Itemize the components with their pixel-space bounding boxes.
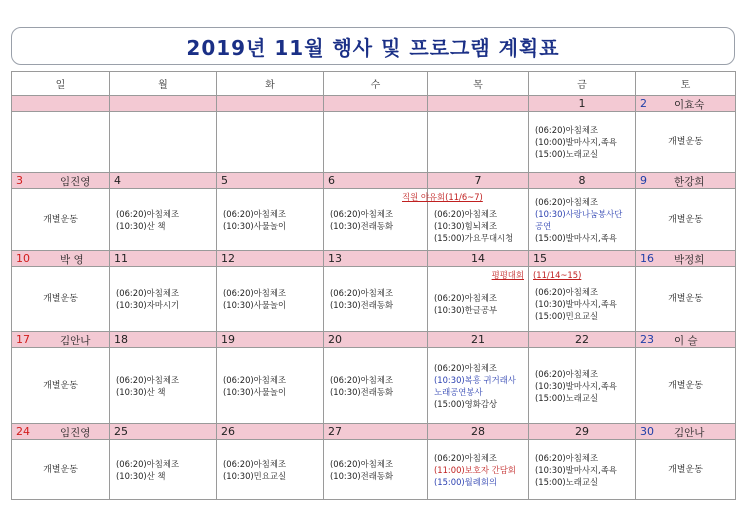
date-number: 22 [575, 333, 589, 346]
date-cell [110, 332, 217, 348]
weekday-mon: 월 [110, 72, 217, 96]
date-cell [636, 96, 736, 112]
staff-name: 임진영 [60, 427, 91, 439]
program-cell [529, 267, 636, 332]
date-number: 6 [328, 174, 335, 187]
date-number: 26 [221, 425, 235, 438]
program-cell: 개별운동 [636, 267, 736, 332]
date-cell [636, 251, 736, 267]
program-cell [324, 348, 428, 424]
program-cell [529, 189, 636, 251]
program-line: (10:30)전래동화 [330, 470, 394, 481]
program-line: (10:30)복흥 귀거래사 [434, 374, 516, 385]
program-line: (06:20)아침체조 [535, 125, 599, 135]
program-cell [110, 348, 217, 424]
program-line: (10:30)전래동화 [330, 300, 394, 310]
program-row [12, 189, 736, 251]
program-line: 공연 [535, 220, 552, 231]
staff-name: 임진영 [60, 176, 91, 188]
program-cell: 개별운동 [12, 440, 110, 500]
program-cell [529, 348, 636, 424]
program-cell [110, 267, 217, 332]
program-line: (06:20)아침체조 [116, 208, 180, 219]
title-box [11, 27, 735, 65]
program-cell [402, 189, 529, 251]
program-line: (06:20)아침체조 [535, 196, 599, 207]
program-line: (06:20)아침체조 [330, 288, 394, 298]
date-number: 23 [640, 333, 654, 346]
program-cell: 개별운동 [12, 348, 110, 424]
weekday-header-row [12, 72, 736, 96]
date-cell [110, 251, 217, 267]
date-cell [324, 251, 428, 267]
date-cell [428, 332, 529, 348]
program-line: (15:00)노래교실 [535, 149, 599, 159]
program-cell [428, 348, 529, 424]
program-line: (10:30)산 책 [116, 220, 166, 231]
event-label: 평평대회 [491, 270, 524, 280]
weekday-wed: 수 [324, 72, 428, 96]
date-row [12, 251, 736, 267]
program-cell [217, 267, 324, 332]
program-cell: 개별운동 [636, 348, 736, 424]
date-number: 16 [640, 252, 654, 265]
date-number: 5 [221, 174, 228, 187]
program-line: (10:30)산 책 [116, 470, 166, 481]
program-line: (15:00)월례회의 [434, 476, 498, 487]
date-number: 10 [16, 252, 30, 265]
program-line: (10:30)사물놀이 [223, 220, 287, 231]
program-line: (11:00)보호자 간담회 [434, 464, 516, 475]
date-cell [324, 332, 428, 348]
program-line: (10:30)전래동화 [330, 220, 394, 231]
program-line: (10:00)발마사지,족욕 [535, 137, 617, 147]
date-cell [636, 332, 736, 348]
staff-name: 박 영 [60, 254, 84, 266]
date-cell [110, 173, 217, 189]
program-line: (06:20)아침체조 [535, 452, 599, 463]
program-line: (10:30)산 책 [116, 386, 166, 397]
date-cell [12, 251, 110, 267]
program-cell: 개별운동 [12, 189, 110, 251]
date-number: 29 [575, 425, 589, 438]
program-cell [217, 348, 324, 424]
date-row [12, 332, 736, 348]
weekday-sun: 일 [12, 72, 110, 96]
program-line: (10:30)사물놀이 [223, 300, 287, 310]
program-line: (06:20)아침체조 [223, 208, 287, 219]
program-cell [428, 440, 529, 500]
program-line: (15:00)노래교실 [535, 476, 599, 487]
date-number: 28 [471, 425, 485, 438]
program-line: (10:30)사물놀이 [223, 386, 287, 397]
program-line: (06:20)아침체조 [223, 458, 287, 469]
date-cell [529, 96, 636, 112]
program-line: (15:00)노래교실 [535, 392, 599, 403]
program-line: (06:20)아침체조 [330, 458, 394, 469]
date-cell [217, 332, 324, 348]
date-number: 14 [471, 252, 485, 265]
program-row [12, 112, 736, 173]
date-number: 2 [640, 97, 647, 110]
program-line: (10:30)전래동화 [330, 386, 394, 397]
date-number: 1 [578, 97, 586, 110]
date-cell [217, 424, 324, 440]
date-number: 17 [16, 333, 30, 346]
program-row [12, 267, 736, 332]
date-cell [636, 424, 736, 440]
date-number: 4 [114, 174, 121, 187]
program-line: (10:30)발마사지,족욕 [535, 464, 617, 475]
program-line: (15:00)발마사지,족욕 [535, 232, 617, 243]
date-number: 9 [640, 174, 647, 187]
program-line: (15:00)영화감상 [434, 398, 498, 409]
staff-name: 이효숙 [674, 99, 705, 111]
staff-name: 김안나 [60, 335, 91, 347]
program-cell [324, 267, 428, 332]
program-line: (06:20)아침체조 [434, 362, 498, 373]
date-cell [217, 173, 324, 189]
weekday-thu: 목 [428, 72, 529, 96]
program-line: (06:20)아침체조 [434, 208, 498, 219]
staff-name: 이 슬 [674, 335, 698, 347]
date-cell [428, 173, 529, 189]
event-label: 직원 야유회(11/6~7) [402, 192, 483, 202]
date-cell [324, 424, 428, 440]
program-line: (06:20)아침체조 [434, 293, 498, 303]
date-cell [529, 424, 636, 440]
program-line: (10:30)민요교실 [223, 470, 287, 481]
date-number: 18 [114, 333, 128, 346]
program-line: (10:30)발마사지,족욕 [535, 299, 617, 309]
date-cell [636, 173, 736, 189]
date-number: 8 [578, 174, 586, 187]
date-number: 11 [114, 252, 128, 265]
calendar-table [11, 71, 736, 500]
program-line: (10:30)사랑나눔봉사단 [535, 208, 623, 219]
date-number: 24 [16, 425, 30, 438]
date-cell [12, 332, 110, 348]
page-title: 2019년 11월 행사 및 프로그램 계획표 [186, 35, 560, 60]
date-cell [529, 332, 636, 348]
program-cell: 개별운동 [636, 440, 736, 500]
program-cell [110, 189, 217, 251]
program-line: (10:30)발마사지,족욕 [535, 380, 617, 391]
staff-name: 김안나 [674, 427, 705, 439]
weekday-tue: 화 [217, 72, 324, 96]
program-line: (06:20)아침체조 [116, 374, 180, 385]
program-cell [529, 112, 636, 173]
program-row [12, 348, 736, 424]
date-row [12, 96, 736, 112]
program-line: (15:00)민요교실 [535, 311, 599, 321]
staff-name: 박정희 [674, 254, 705, 266]
program-line: (06:20)아침체조 [434, 452, 498, 463]
program-cell [110, 440, 217, 500]
date-number: 30 [640, 425, 654, 438]
program-line: (06:20)아침체조 [223, 288, 287, 298]
event-dates: (11/14~15) [533, 270, 582, 280]
date-number: 7 [474, 174, 482, 187]
date-number: 21 [471, 333, 485, 346]
date-cell [529, 251, 636, 267]
program-line: (06:20)아침체조 [535, 287, 599, 297]
program-cell: 개별운동 [12, 267, 110, 332]
program-cell: 개별운동 [636, 112, 736, 173]
program-row [12, 440, 736, 500]
program-cell [324, 440, 428, 500]
weekday-sat: 토 [636, 72, 736, 96]
date-cell [529, 173, 636, 189]
program-cell [428, 267, 529, 332]
weekday-fri: 금 [529, 72, 636, 96]
date-cell [12, 173, 110, 189]
program-line: (10:30)한글공부 [434, 305, 498, 315]
date-number: 19 [221, 333, 235, 346]
program-line: (15:00)가요무대시청 [434, 232, 514, 243]
program-line: (06:20)아침체조 [223, 374, 287, 385]
date-number: 12 [221, 252, 235, 265]
date-number: 27 [328, 425, 342, 438]
date-cell [12, 424, 110, 440]
date-number: 15 [533, 252, 547, 265]
date-cell [217, 251, 324, 267]
program-cell [217, 189, 324, 251]
date-cell [428, 251, 529, 267]
date-row [12, 424, 736, 440]
program-line: 노래공연봉사 [434, 386, 483, 397]
program-line: (10:30)힘뇌체조 [434, 220, 498, 231]
date-number: 20 [328, 333, 342, 346]
program-line: (06:20)아침체조 [330, 208, 394, 219]
program-line: (10:30)자마시기 [116, 300, 180, 310]
date-row [12, 173, 736, 189]
date-cell [428, 424, 529, 440]
program-cell [529, 440, 636, 500]
program-line: (06:20)아침체조 [535, 368, 599, 379]
program-line: (06:20)아침체조 [116, 458, 180, 469]
program-line: (06:20)아침체조 [116, 288, 180, 298]
date-number: 3 [16, 174, 23, 187]
date-cell [324, 173, 428, 189]
program-line: (06:20)아침체조 [330, 374, 394, 385]
date-number: 25 [114, 425, 128, 438]
program-cell [217, 440, 324, 500]
date-cell [110, 424, 217, 440]
date-number: 13 [328, 252, 342, 265]
program-cell: 개별운동 [636, 189, 736, 251]
staff-name: 한강희 [674, 176, 705, 188]
